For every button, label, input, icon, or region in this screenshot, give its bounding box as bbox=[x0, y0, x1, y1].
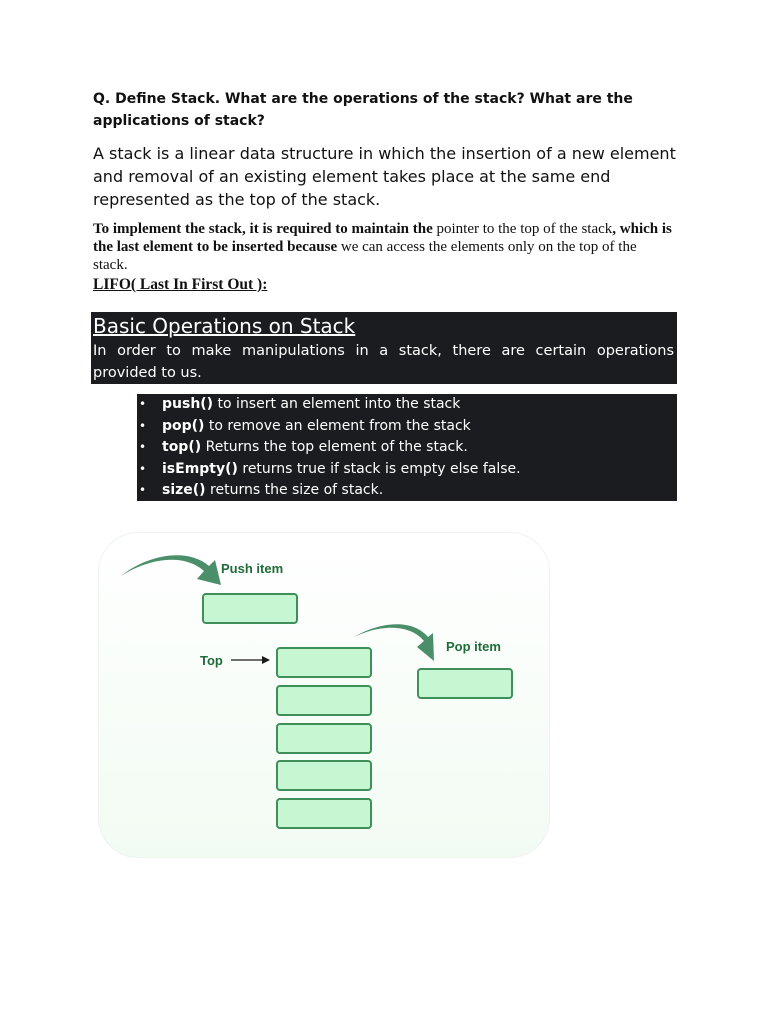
operation-desc: returns true if stack is empty else false. bbox=[237, 460, 521, 477]
implementation-note bbox=[93, 220, 673, 274]
operation-name: push() bbox=[162, 396, 214, 412]
operation-desc: to remove an element from the stack bbox=[204, 417, 471, 434]
operations-title: Basic Operations on Stack bbox=[93, 314, 356, 338]
implementation-bold-1: To implement the stack, it is required to maintain the bbox=[93, 221, 433, 237]
operation-name: top() bbox=[162, 439, 202, 455]
operation-item-pop bbox=[137, 416, 677, 438]
push-item-box bbox=[202, 593, 298, 624]
operations-header-box bbox=[91, 312, 677, 384]
push-arrow-icon bbox=[121, 555, 221, 585]
implementation-bold-2: , which is the last element to be inserted because bbox=[93, 221, 672, 255]
top-pointer-head-icon bbox=[262, 656, 270, 664]
stack-definition: A stack is a linear data structure in which the insertion of a new element and removal of an existing element takes place at the same end represented as the top of the stack. bbox=[93, 144, 676, 209]
operation-name: isEmpty() bbox=[162, 460, 238, 477]
operation-desc: Returns the top element of the stack. bbox=[201, 439, 468, 455]
stack-cell bbox=[276, 685, 372, 716]
bullet-icon: • bbox=[139, 440, 147, 454]
operations-intro: In order to make manipulations in a stack, there are certain operations provided to us. bbox=[93, 343, 674, 381]
bullet-icon: • bbox=[139, 483, 147, 497]
operation-item-size bbox=[137, 480, 677, 502]
bullet-icon: • bbox=[139, 397, 147, 411]
top-label: Top bbox=[200, 653, 223, 668]
operation-desc: returns the size of stack. bbox=[205, 482, 384, 498]
operation-desc: to insert an element into the stack bbox=[213, 396, 461, 412]
operation-item-isempty bbox=[137, 459, 677, 481]
operations-list bbox=[137, 394, 677, 502]
bullet-icon: • bbox=[139, 418, 147, 433]
operation-name: pop() bbox=[162, 417, 205, 434]
operation-item-push bbox=[137, 394, 677, 416]
implementation-text-1: pointer to the top of the stack bbox=[432, 221, 613, 237]
operations-list-box bbox=[137, 394, 677, 501]
lifo-heading: LIFO( Last In First Out ): bbox=[93, 276, 268, 293]
stack-cell bbox=[276, 798, 372, 829]
operation-item-top bbox=[137, 437, 677, 459]
pop-item-box bbox=[417, 668, 513, 699]
stack-diagram bbox=[98, 532, 550, 858]
implementation-text-2: we can access the elements only on the top of the stack. bbox=[93, 239, 637, 273]
pop-item-label: Pop item bbox=[446, 639, 501, 654]
question-heading: Q. Define Stack. What are the operations of the stack? What are the applications of stack? bbox=[93, 91, 633, 129]
operation-name: size() bbox=[162, 482, 206, 498]
stack-cell bbox=[276, 647, 372, 678]
bullet-icon: • bbox=[139, 461, 147, 476]
push-item-label: Push item bbox=[221, 561, 284, 576]
stack-cell bbox=[276, 760, 372, 791]
stack-cell bbox=[276, 723, 372, 754]
